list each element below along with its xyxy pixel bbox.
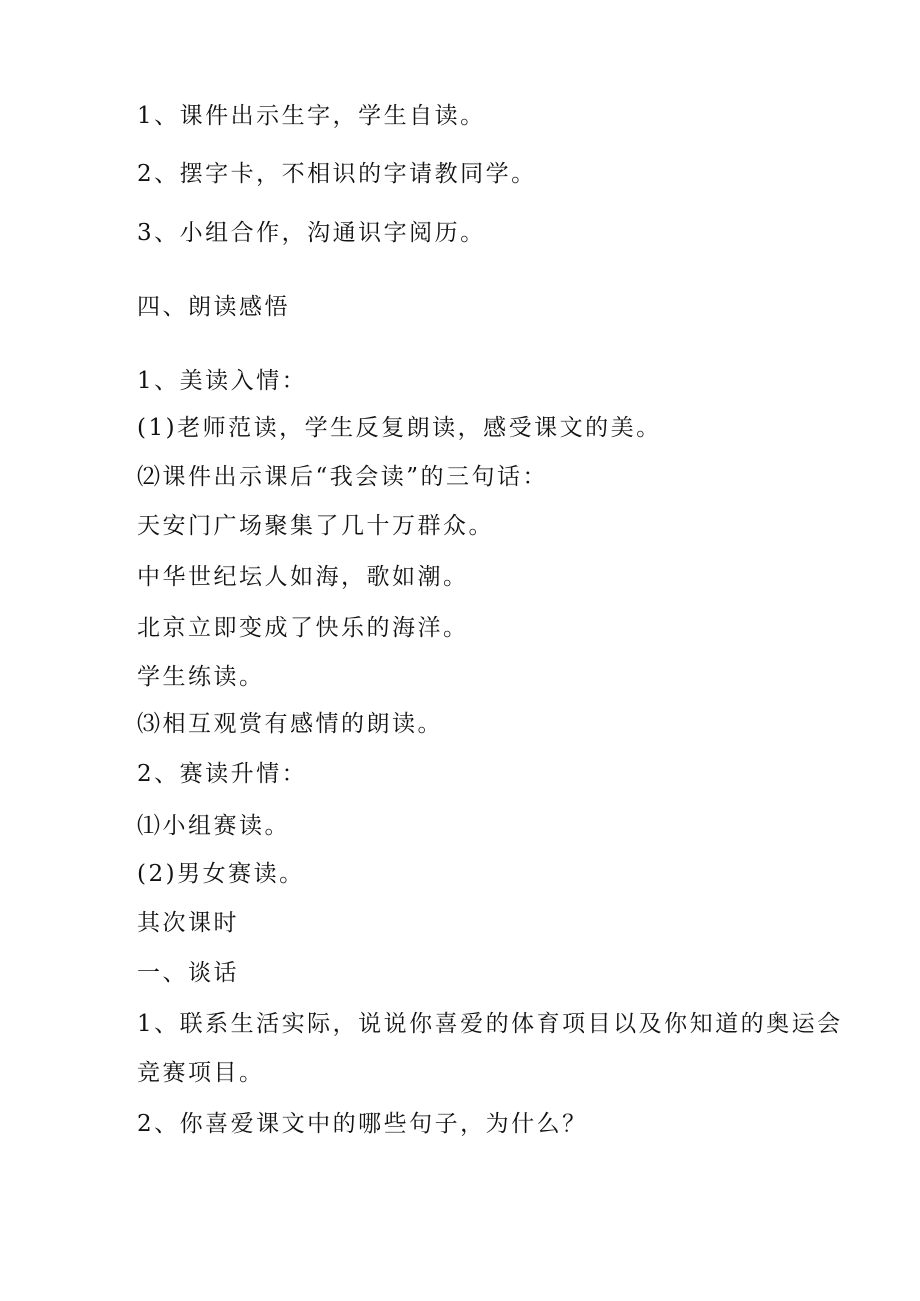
text-line: 学生练读。 [137,664,265,690]
text-line: 2、赛读升情： [137,761,308,787]
text-line: (2)男女赛读。 [137,861,305,887]
text-line: 天安门广场聚集了几十万群众。 [137,513,494,539]
section-heading: 其次课时 [137,910,239,936]
text-line: 2、摆字卡，不相识的字请教同学。 [137,161,537,187]
text-line: 1、美读入情： [137,368,308,394]
text-line: 2、你喜爱课文中的哪些句子，为什么？ [137,1111,588,1137]
section-heading: 一、谈话 [137,960,239,986]
text-line: 中华世纪坛人如海，歌如潮。 [137,564,469,590]
text-line: 3、小组合作，沟通识字阅历。 [137,220,486,246]
section-heading: 四、朗读感悟 [137,294,290,320]
text-line: 1、课件出示生字，学生自读。 [137,103,486,129]
text-line: 北京立即变成了快乐的海洋。 [137,615,469,641]
text-line: 竞赛项目。 [137,1060,265,1086]
text-line: (1)老师范读，学生反复朗读，感受课文的美。 [137,415,662,441]
text-line: ⑴小组赛读。 [137,813,290,839]
text-line: ⑶相互观赏有感情的朗读。 [137,711,443,737]
text-line: ⑵课件出示课后“我会读”的三句话： [137,464,549,490]
text-line: 1、联系生活实际，说说你喜爱的体育项目以及你知道的奥运会 [137,1011,843,1037]
